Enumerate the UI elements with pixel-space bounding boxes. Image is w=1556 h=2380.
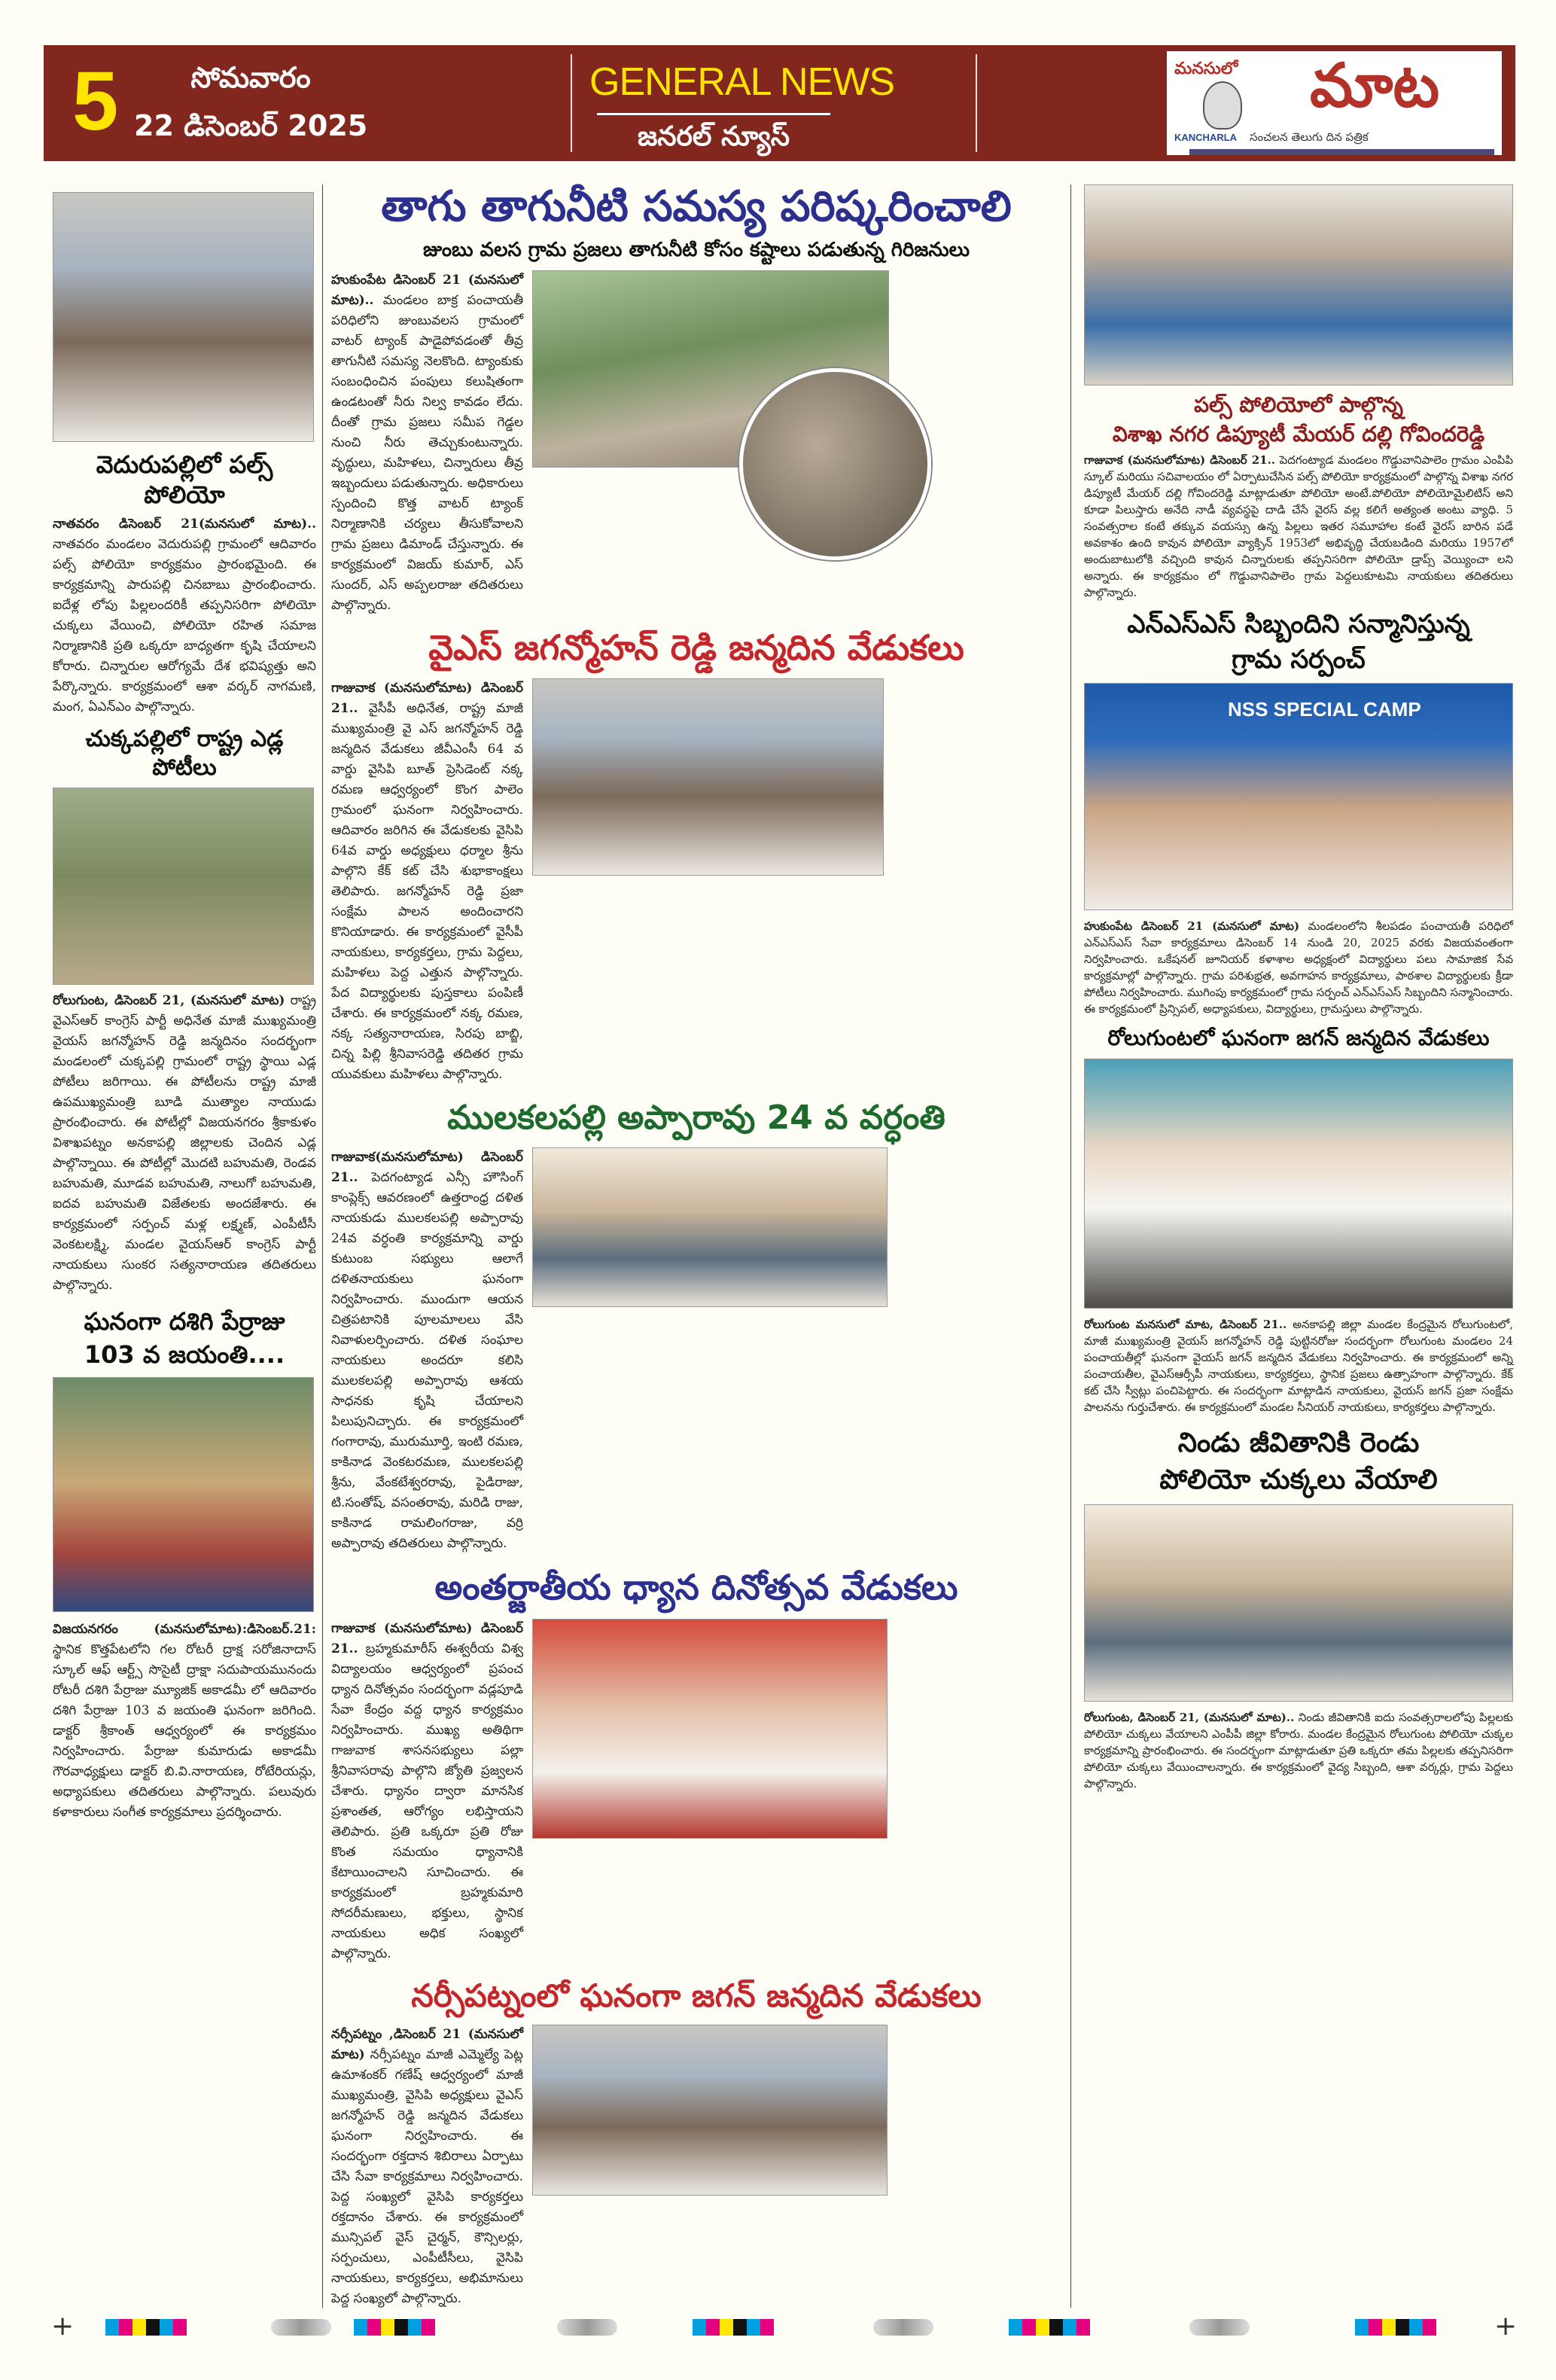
headline: అంతర్జాతీయ ధ్యాన దినోత్సవ వేడుకలు: [434, 1567, 958, 1607]
dateline: విజయనగరం (మనసులోమాట):డిసెంబర్.21:: [53, 1622, 316, 1637]
article-body: [53, 514, 316, 718]
color-bar: [1355, 2319, 1436, 2336]
color-bar: [105, 2319, 187, 2336]
article-text: నిండు జీవితానికి ఐదు సంవత్సరాలలోపు పిల్లలకు పోలియో చుక్కలు వేయాలని ఎంపీపీ జిల్లా కోరారు. మండల కేంద్రమైన రోలుగుంట పోలియో చుక్కల కార్యక్రమాన్ని ప్రారంభించారు. ఈ సందర్భంగా మాట్లాడుతూ ప్రతి ఒక్కరూ తమ పిల్లలకు తప్పనిసరిగా పోలియో చుక్కలు వేయించాలన్నారు. ఈ కార్యక్రమంలో వైద్య సిబ్బంది, ఆశా వర్కర్లు, గ్రామ పెద్దలు పాల్గొన్నారు.: [1084, 1711, 1513, 1790]
headline: పల్స్ పోలియోలో పాల్గొన్న: [1194, 392, 1403, 417]
founder-portrait-icon: [1203, 81, 1242, 130]
story-row: [331, 678, 1061, 1085]
article-text: పెదగంట్యాడ మండలం గొడ్డువానిపాలెం గ్రామం ఎంపిపి స్కూల్ మరియు సచివాలయం లో ఏర్పాటుచేసిన పల్స్ పోలియో కార్యక్రమంలో పాల్గొన్న విశాఖ నగర డిప్యూటీ మేయర్ దల్లి గోవిందరెడ్డి మాట్లాడుతూ పోలియో అంటే.పోలియో పోలియోమైలిటిస్ అని కూడా పిలుస్తారు అనేది నాడీ వ్యవస్థపై దాడి చేసే వైరస్ వల్ల కలిగే అత్యంత అంటు వ్యాధి. 5 సంవత్సరాల కంటే తక్కువ వయస్సు ఉన్న పిల్లలు ఇతర సమూహాల కంటే వైరస్ బారిన పడే అవకాశం ఉంది కావున పోలియో వ్యాక్సిన్ 1953లో అభివృద్ధి చేయబడింది మరియు 1957లో అందుబాటులోకి వచ్చింది కావున చిన్నారులకు తప్పనిసరిగా పోలియో డ్రాప్స్ వెయ్యించా లని అన్నారు. ఈ కార్యక్రమం లో గొడ్డువానిపాలెం గ్రామ పెద్దలుకూటమి నాయకులు తదితరులు పాల్గొన్నారు.: [1084, 453, 1513, 599]
left-column: [53, 192, 316, 1823]
center-column: [331, 181, 1061, 2309]
headline: విశాఖ నగర డిప్యూటీ మేయర్ దల్లి గోవిందరెడ్డి: [1112, 422, 1485, 446]
article-text: వైసీపీ అధినేత, రాష్ట్ర మాజీ ముఖ్యమంత్రి వై ఎస్ జగన్మోహన్ రెడ్డి జన్మదిన వేడుకలు జీవీఎంసీ 64 వ వార్డు వైసిపి బూత్ ప్రెసిడెంట్ నక్క రమణ ఆధ్వర్యంలో కొంగ పాలెం గ్రామంలో ఘనంగా నిర్వహించారు. ఆదివారం జరిగిన ఈ వేడుకలకు వైసిపి 64వ వార్డు అధ్యక్షులు ధర్మాల శ్రీను పాల్గొని కేక్ కట్ చేసి శుభాకాంక్షలు తెలిపారు. జగన్మోహన్ రెడ్డి ప్రజా సంక్షేమ పాలన అందించారని కొనియాడారు. ఈ కార్యక్రమంలో వైసీపీ నాయకులు, కార్యకర్తలు, గ్రామ పెద్దలు, మహిళలు పెద్ద ఎత్తున పాల్గొన్నారు. పేద విద్యార్థులకు పుస్తకాలు పంపిణీ చేశారు. ఈ కార్యక్రమంలో నక్క రమణ, నక్క సత్యనారాయణ, సిరపు బాబ్జి, చిన్న పిల్లి శ్రీనివాసరెడ్డి తదితర గ్రామ యువకులు మహిళలు పాల్గొన్నారు.: [331, 701, 524, 1082]
article-text: నాతవరం మండలం వెదురుపల్లి గ్రామంలో ఆదివారం పల్స్ పోలియో కార్యక్రమం ప్రారంభమైంది. ఈ కార్యక్రమాన్ని పారుపల్లి చినబాబు ప్రారంభించారు. ఐదేళ్ల లోపు పిల్లలందరికీ తప్పనిసరిగా పోలియో చుక్కలు వేయించి, పోలియో రహిత సమాజ నిర్మాణానికి ప్రతి ఒక్కరూ బాధ్యతగా కృషి చేయాలని కోరారు. చిన్నారుల ఆరోగ్యమే దేశ భవిష్యత్తు అని పేర్కొన్నారు. కార్యక్రమంలో ఆశా వర్కర్ నాగమణి, మంగ, ఏఎన్ఎం పాల్గొన్నారు.: [53, 537, 316, 715]
gray-bar: [873, 2319, 933, 2336]
dateline: గాజువాక (మనసులోమాట) డిసెంబర్ 21..: [1084, 453, 1276, 467]
headline: గ్రామ సర్పంచ్: [1232, 644, 1366, 675]
masthead-date: 22 డిసెంబర్ 2025: [134, 109, 368, 142]
story-media: [532, 270, 1061, 564]
article-body: [331, 2025, 523, 2309]
headline: పోలియో చుక్కలు వేయాలి: [1159, 1464, 1438, 1495]
article-text: నర్సీపట్నం మాజీ ఎమ్మెల్యే పెట్ల ఉమాశంకర్ గణేష్ ఆధ్వర్యంలో మాజీ ముఖ్యమంత్రి, వైసిపి అధ్యక్షులు వైఎస్ జగన్మోహన్ రెడ్డి జన్మదిన వేడుకలు ఘనంగా నిర్వహించారు. ఈ సందర్భంగా రక్తదాన శిబిరాలు ఏర్పాటు చేసి సేవా కార్యక్రమాలు నిర్వహించారు. పెద్ద సంఖ్యలో వైసిపి కార్యకర్తలు రక్తదానం చేశారు. ఈ కార్యక్రమంలో మున్సిపల్ వైస్ చైర్మన్, కౌన్సిలర్లు, సర్పంచులు, ఎంపీటీసీలు, వైసిపి నాయకులు, కార్యకర్తలు, అభిమానులు పెద్ద సంఖ్యలో పాల్గొన్నారు.: [331, 2047, 523, 2306]
logo-tagline: సంచలన తెలుగు దిన పత్రిక: [1250, 130, 1369, 144]
article-body: [331, 678, 523, 1085]
article-text: అనకాపల్లి జిల్లా మండల కేంద్రమైన రోలుగుంటలో, మాజీ ముఖ్యమంత్రి వైయస్ జగన్మోహన్ రెడ్డి పుట్టినరోజు సందర్భంగా రోలుగుంట మండలం 24 పంచాయతీల్లో ఘనంగా వైయస్ జగన్ జన్మదిన వేడుకలు నిర్వహించారు. ఈ కార్యక్రమంలో అన్ని పంచాయతీల, వైఎస్ఆర్సీపీ నాయకులు, కార్యకర్తలు, స్థానిక ప్రజలు ఉత్సాహంగా పాల్గొన్నారు. కేక్ కట్ చేసి స్వీట్లు పంచిపెట్టారు. ఈ సందర్భంగా మాట్లాడిన నాయకులు, వైయస్ జగన్ ప్రజా సంక్షేమ పాలనను గుర్తుచేశారు. ఈ కార్యక్రమంలో మండల సీనియర్ నాయకులు, కార్యకర్తలు పాల్గొన్నారు.: [1084, 1318, 1513, 1414]
dateline: నర్సీపట్నం ,డిసెంబర్ 21 (మనసులో మాట): [331, 2027, 523, 2062]
section-title-en: GENERAL NEWS: [589, 60, 895, 104]
headline: ఎన్ఎస్ఎస్ సిబ్బందిని సన్మానిస్తున్న: [1127, 609, 1470, 639]
headline: ములకలపల్లి అప్పారావు 24 వ వర్ధంతి: [447, 1099, 945, 1137]
subheadline: జుంబు వలస గ్రామ ప్రజలు తాగునీటి కోసం కష్టాలు పడుతున్న గిరిజనులు: [422, 239, 970, 261]
photo-polio-deputy-mayor: [1084, 184, 1513, 385]
section-title-te: జనరల్ న్యూస్: [637, 121, 790, 152]
article-body: [331, 1619, 523, 1964]
article-text: పెదగంట్యాడ ఎన్సీ హౌసింగ్ కాంప్లెక్స్ ఆవరణంలో ఉత్తరాంధ్ర దళిత నాయకుడు ములకలపల్లి అప్పారావు 24వ వర్ధంతి కార్యక్రమాన్ని వార్డు కుటుంబ సభ్యులు ఆలాగే దళితనాయకులు ఘనంగా నిర్వహించారు. ముందుగా ఆయన చిత్రపటానికి పూలమాలలు వేసి నివాళులర్పించారు. దళిత సంఘాల నాయకులు అందరూ కలిసి ములకలపల్లి అప్పారావు ఆశయ సాధనకు కృషి చేయాలని పిలుపునిచ్చారు. ఈ కార్యక్రమంలో గంగారావు, మురుమూర్తి, ఇంటి రమణ, కాకినాడ వెంకటరమణ, ములకలపల్లి శ్రీను, వేంకటేశ్వరరావు, పైడిరాజు, టి.సంతోష్, వసంతరావు, మరిడి రాజు, కాకినాడ రామలింగరాజు, వర్రి అప్పారావు తదితరులు పాల్గొన్నారు.: [331, 1170, 523, 1551]
color-bar: [693, 2319, 774, 2336]
dateline: రోలుగుంట, డిసెంబర్ 21, (మనసులో మాట)..: [1084, 1711, 1295, 1724]
article-text: బ్రహ్మకుమారీస్ ఈశ్వరీయ విశ్వ విద్యాలయం ఆధ్వర్యంలో ప్రపంచ ధ్యాన దినోత్సవం సందర్భంగా వడ్లపూడి సేవా కేంద్రం వద్ద ధ్యాన కార్యక్రమం నిర్వహించారు. ముఖ్య అతిథిగా గాజువాక శాసనసభ్యులు పల్లా శ్రీనివాసరావు పాల్గొని జ్యోతి ప్రజ్వలన చేశారు. ధ్యానం ద్వారా మానసిక ప్రశాంతత, ఆరోగ్యం లభిస్తాయని తెలిపారు. ప్రతి ఒక్కరూ ప్రతి రోజు కొంత సమయం ధ్యానానికి కేటాయించాలని సూచించారు. ఈ కార్యక్రమంలో బ్రహ్మకుమారి సోదరీమణులు, భక్తులు, స్థానిక నాయకులు అధిక సంఖ్యలో పాల్గొన్నారు.: [331, 1641, 523, 1961]
story-media: [532, 1147, 1061, 1307]
article-text: రాష్ట్ర వైఎస్ఆర్ కాంగ్రెస్ పార్టీ అధినేత మాజీ ముఖ్యమంత్రి వైయస్ జగన్మోహన్ రెడ్డి జన్మదినం సందర్భంగా మండలంలో చుక్కపల్లి గ్రామంలో రాష్ట్ర స్థాయి ఎడ్ల పోటీలు జరిగాయి. ఈ పోటీలను రాష్ట్ర మాజీ ఉపముఖ్యమంత్రి బూడి ముత్యాల నాయుడు ప్రారంభించారు. ఈ పోటీల్లో విజయనగరం శ్రీకాకుళం విశాఖపట్నం అనకాపల్లి జిల్లాలకు చెందిన ఎడ్ల పాల్గొన్నాయి. ఈ పోటీల్లో మొదటి బహుమతి, రెండవ బహుమతి, మూడవ బహుమతి, నాలుగో బహుమతి, ఐదవ బహుమతి విజేతలకు అందజేశారు. ఈ కార్యక్రమంలో సర్పంచ్ మళ్ల లక్ష్మణ్, ఎంపీటీసీ వెంకటలక్ష్మి, మండల వైయస్ఆర్ కాంగ్రెస్ పార్టీ నాయకులు సుంకర సత్యనారాయణ తదితరులు పాల్గొన్నారు.: [53, 993, 317, 1293]
headline: తాగు తాగునీటి సమస్య పరిష్కరించాలి: [381, 182, 1012, 231]
photo-nss-camp: [1084, 683, 1513, 910]
dateline: గాజువాక(మనసులోమాట) డిసెంబర్ 21..: [331, 1150, 523, 1185]
photo-birthday-celebration: [532, 678, 884, 876]
article-body: [1084, 918, 1513, 1017]
right-column: [1084, 184, 1513, 1792]
color-bar: [1009, 2319, 1090, 2336]
headline: వైఎస్ జగన్మోహన్ రెడ్డి జన్మదిన వేడుకలు: [428, 626, 964, 668]
dateline: రోలుగుంట, డిసెంబర్ 21, (మనసులో మాట): [53, 993, 285, 1008]
dateline: హుకుంపేట డిసెంబర్ 21 (మనసులో మాట)..: [331, 272, 523, 308]
photo-meditation-day: [532, 1619, 888, 1839]
photo-blood-donation: [532, 2025, 888, 2196]
photo-rolugunta-celebration: [1084, 1059, 1513, 1309]
article-body: [1084, 1316, 1513, 1416]
article-body: [53, 991, 316, 1296]
headline: నర్సీపట్నంలో ఘనంగా జగన్ జన్మదిన వేడుకలు: [411, 1976, 982, 2014]
dateline: నాతవరం డిసెంబర్ 21(మనసులో మాట)..: [53, 517, 316, 532]
photo-death-anniversary: [532, 1147, 888, 1307]
story-row: [331, 2025, 1061, 2309]
article-text: మండలంలోని శీలపడం పంచాయతీ పరిధిలో ఎన్ఎస్ఎస్ సేవా కార్యక్రమాలు డిసెంబర్ 14 నుండి 20, 2025 వరకు విజయవంతంగా నిర్వహించారు. ఒకేషనల్ జూనియర్ కళాశాల అధ్యక్షంలో విద్యార్థులు పలు సామాజిక సేవ కార్యక్రమాల్లో పాల్గొన్నారు. గ్రామ పరిశుభ్రత, అవగాహన కార్యక్రమాలు, పాఠశాల విద్యార్థులకు క్రీడా పోటీలు నిర్వహించారు. ముగింపు కార్యక్రమంలో గ్రామ సర్పంచ్ ఎన్ఎస్ఎస్ సిబ్బందిని సన్మానించారు. ఈ కార్యక్రమంలో ప్రిన్సిపల్, అధ్యాపకులు, విద్యార్థులు, గ్రామస్తులు పాల్గొన్నారు.: [1084, 919, 1513, 1016]
logo-brand: KANCHARLA: [1174, 132, 1238, 143]
article-body: [53, 1620, 316, 1823]
article-text: మండలం బాక్ర పంచాయతీ పరిధిలోని జుంబువలస గ్రామంలో వాటర్ ట్యాంక్ పాడైపోవడంతో తీవ్ర తాగునీటి సమస్య నెలకొంది. ట్యాంకుకు సంబంధించిన పంపులు కలుషితంగా ఉండటంతో నీరు నిల్వ కావడం లేదు. దీంతో గ్రామ ప్రజలు సమీప గెడ్డల నుంచి నీరు తెచ్చుకుంటున్నారు. వృద్ధులు, మహిళలు, చిన్నారులు తీవ్ర ఇబ్బందులు పడుతున్నారు. అధికారులు స్పందించి కొత్త వాటర్ ట్యాంక్ నిర్మాణానికి చర్యలు తీసుకోవాలని గ్రామ ప్రజలు డిమాండ్ చేస్తున్నారు. ఈ కార్యక్రమంలో విజయ్ కుమార్, ఎస్ సుందర్, ఎస్ అప్పలరాజు తదితరులు పాల్గొన్నారు.: [331, 292, 524, 613]
photo-music-academy: [53, 1377, 314, 1612]
divider: [597, 113, 830, 115]
story-row: [331, 270, 1061, 616]
story-row: [331, 1147, 1061, 1554]
banner-text: NSS SPECIAL CAMP: [1228, 698, 1421, 721]
logo-name: మాట: [1310, 50, 1440, 120]
article-body: [1084, 452, 1513, 601]
photo-inset-tank-closeup: [739, 368, 931, 560]
page-number: 5: [72, 55, 119, 148]
logo-prefix: మనసులో: [1174, 59, 1238, 78]
story-row: [331, 1619, 1061, 1964]
gray-bar: [557, 2319, 617, 2336]
dateline: గాజువాక (మనసులోమాట) డిసెంబర్ 21..: [331, 681, 523, 716]
headline: చుక్కపల్లిలో రాష్ట్ర ఎడ్ల పోటీలు: [85, 726, 284, 781]
article-body: [331, 1147, 523, 1554]
dateline: రోలుగుంట మనసులో మాట, డిసెంబర్ 21..: [1084, 1318, 1287, 1331]
article-text: స్థానిక కొత్తపేటలోని గల రోటరీ ద్రాక్ష సరోజినాదాస్ స్కూల్ ఆఫ్ ఆర్ట్స్ సొసైటీ ద్రాక్షా సదుపాయమునందు రోటరీ దశిగి పేర్రాజు మ్యూజిక్ అకాడమీ లో ఆదివారం దశిగి పేర్రాజు 103 వ జయంతి ఘనంగా జరిగింది. డాక్టర్ శ్రీకాంత్ ఆధ్వర్యంలో ఈ కార్యక్రమం నిర్వహించారు. పేర్రాజు కుమారుడు అకాడమీ గౌరవాధ్యక్షులు డాక్టర్ బి.వి.నారాయణ, రోటేరియన్లు, అధ్యాపకులు తదితరులు పాల్గొన్నారు. పలువురు కళాకారులు సంగీత కార్యక్రమాలు ప్రదర్శించారు.: [53, 1642, 316, 1820]
masthead: [44, 45, 1515, 161]
dateline: హుకుంపేట డిసెంబర్ 21 (మనసులో మాట): [1084, 919, 1300, 933]
newspaper-logo: [1167, 51, 1502, 155]
photo-polio-drops: [1084, 1504, 1513, 1702]
registration-mark-icon: +: [1494, 2311, 1518, 2342]
headline: నిండు జీవితానికి రెండు: [1177, 1428, 1420, 1458]
article-body: [331, 270, 523, 616]
gray-bar: [1189, 2319, 1250, 2336]
logo-bar: [1189, 149, 1494, 155]
column-rule: [322, 184, 323, 2308]
photo-pulse-polio: [53, 192, 314, 442]
story-media: [532, 678, 1061, 876]
headline: ఘనంగా దశిగి పేర్రాజు: [84, 1307, 285, 1336]
divider: [976, 54, 977, 152]
story-media: [532, 1619, 1061, 1839]
gray-bar: [271, 2319, 331, 2336]
registration-mark-icon: +: [51, 2311, 75, 2342]
color-bar: [354, 2319, 435, 2336]
headline: వెదురుపల్లిలో పల్స్ పోలియో: [96, 450, 273, 509]
article-body: [1084, 1709, 1513, 1792]
dateline: గాజువాక (మనసులోమాట) డిసెంబర్ 21..: [331, 1620, 523, 1656]
headline: రోలుగుంటలో ఘనంగా జగన్ జన్మదిన వేడుకలు: [1107, 1025, 1490, 1050]
story-media: [532, 2025, 1061, 2196]
headline: 103 వ జయంతి....: [84, 1340, 285, 1369]
divider: [571, 54, 572, 152]
masthead-day: సోమవారం: [190, 61, 311, 94]
column-rule: [1070, 184, 1071, 2308]
photo-bull-race: [53, 788, 314, 985]
